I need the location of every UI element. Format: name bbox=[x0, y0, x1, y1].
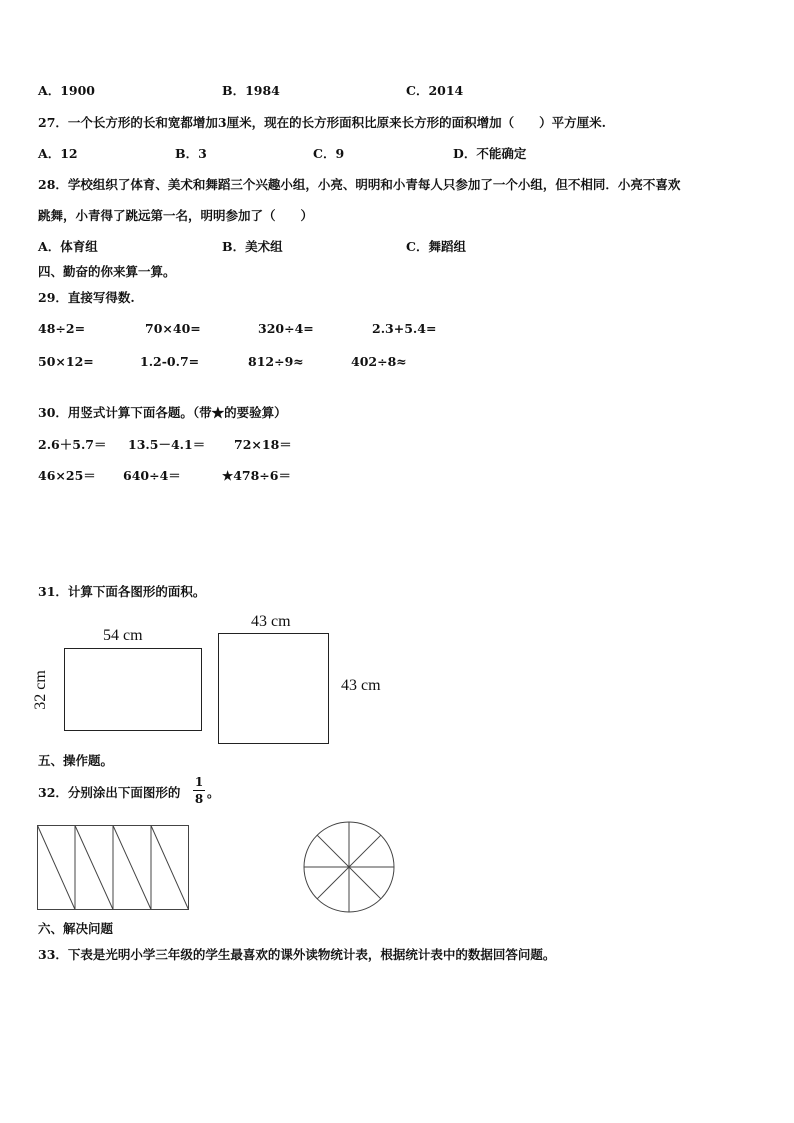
q30-item: 72×18＝ bbox=[234, 437, 292, 452]
fraction-one-eighth bbox=[193, 775, 205, 806]
q28-question-line1: 28．学校组织了体育、美术和舞蹈三个兴趣小组，小亮、明明和小青每人只参加了一个小组，但不相同．小亮不喜欢 bbox=[38, 177, 681, 192]
fraction-bar bbox=[193, 790, 205, 791]
q30-item: ★478÷6＝ bbox=[222, 468, 291, 483]
q28-option-c: C．舞蹈组 bbox=[406, 239, 466, 254]
fraction-numerator: 1 bbox=[194, 775, 204, 789]
section5-title: 五、操作题。 bbox=[38, 753, 114, 768]
q27-option-a: A．12 bbox=[38, 146, 78, 161]
q30-item: 13.5－4.1＝ bbox=[128, 437, 206, 452]
q32-title-prefix: 32．分别涂出下面图形的 bbox=[38, 785, 181, 800]
q29-item: 812÷9≈ bbox=[248, 354, 304, 369]
q29-item: 50×12= bbox=[38, 354, 94, 369]
q30-item: 640÷4＝ bbox=[123, 468, 181, 483]
rect-width-label: 54 cm bbox=[103, 627, 143, 644]
q29-title: 29．直接写得数. bbox=[38, 290, 135, 305]
q27-question: 27．一个长方形的长和宽都增加3厘米，现在的长方形面积比原来长方形的面积增加（ ）平方厘米. bbox=[38, 115, 606, 130]
q28-option-a: A．体育组 bbox=[38, 239, 98, 254]
q29-item: 402÷8≈ bbox=[351, 354, 407, 369]
circle-eighths-figure bbox=[300, 820, 398, 914]
q27-option-b: B．3 bbox=[175, 146, 207, 161]
q27-option-d: D．不能确定 bbox=[453, 146, 527, 161]
q27-option-c: C．9 bbox=[313, 146, 345, 161]
q28-question-line2: 跳舞，小青得了跳远第一名，明明参加了（ ） bbox=[38, 208, 314, 223]
q26-option-b: B．1984 bbox=[222, 83, 280, 98]
section4-title: 四、勤奋的你来算一算。 bbox=[38, 264, 176, 279]
q32-title-suffix: 。 bbox=[207, 785, 220, 800]
q29-item: 320÷4= bbox=[258, 321, 314, 336]
q30-title: 30．用竖式计算下面各题。（带★的要验算） bbox=[38, 405, 287, 420]
q29-item: 2.3+5.4= bbox=[372, 321, 437, 336]
rectangle-figure bbox=[64, 648, 202, 731]
square-top-label: 43 cm bbox=[251, 613, 291, 630]
section6-title: 六、解决问题 bbox=[38, 921, 114, 936]
q29-item: 70×40= bbox=[145, 321, 201, 336]
rect-height-label: 32 cm bbox=[31, 670, 49, 710]
q29-item: 48÷2= bbox=[38, 321, 86, 336]
q29-item: 1.2-0.7= bbox=[140, 354, 200, 369]
fraction-denominator: 8 bbox=[194, 792, 204, 806]
q30-item: 2.6＋5.7＝ bbox=[38, 437, 107, 452]
square-side-label: 43 cm bbox=[341, 677, 381, 694]
q28-option-b: B．美术组 bbox=[222, 239, 283, 254]
q33-title: 33．下表是光明小学三年级的学生最喜欢的课外读物统计表，根据统计表中的数据回答问题。 bbox=[38, 947, 556, 962]
q26-option-c: C．2014 bbox=[406, 83, 464, 98]
q26-option-a: A．1900 bbox=[38, 83, 95, 98]
q30-item: 46×25＝ bbox=[38, 468, 96, 483]
square-figure bbox=[218, 633, 329, 744]
q31-title: 31．计算下面各图形的面积。 bbox=[38, 584, 206, 599]
zigzag-rectangle-figure bbox=[37, 825, 189, 911]
